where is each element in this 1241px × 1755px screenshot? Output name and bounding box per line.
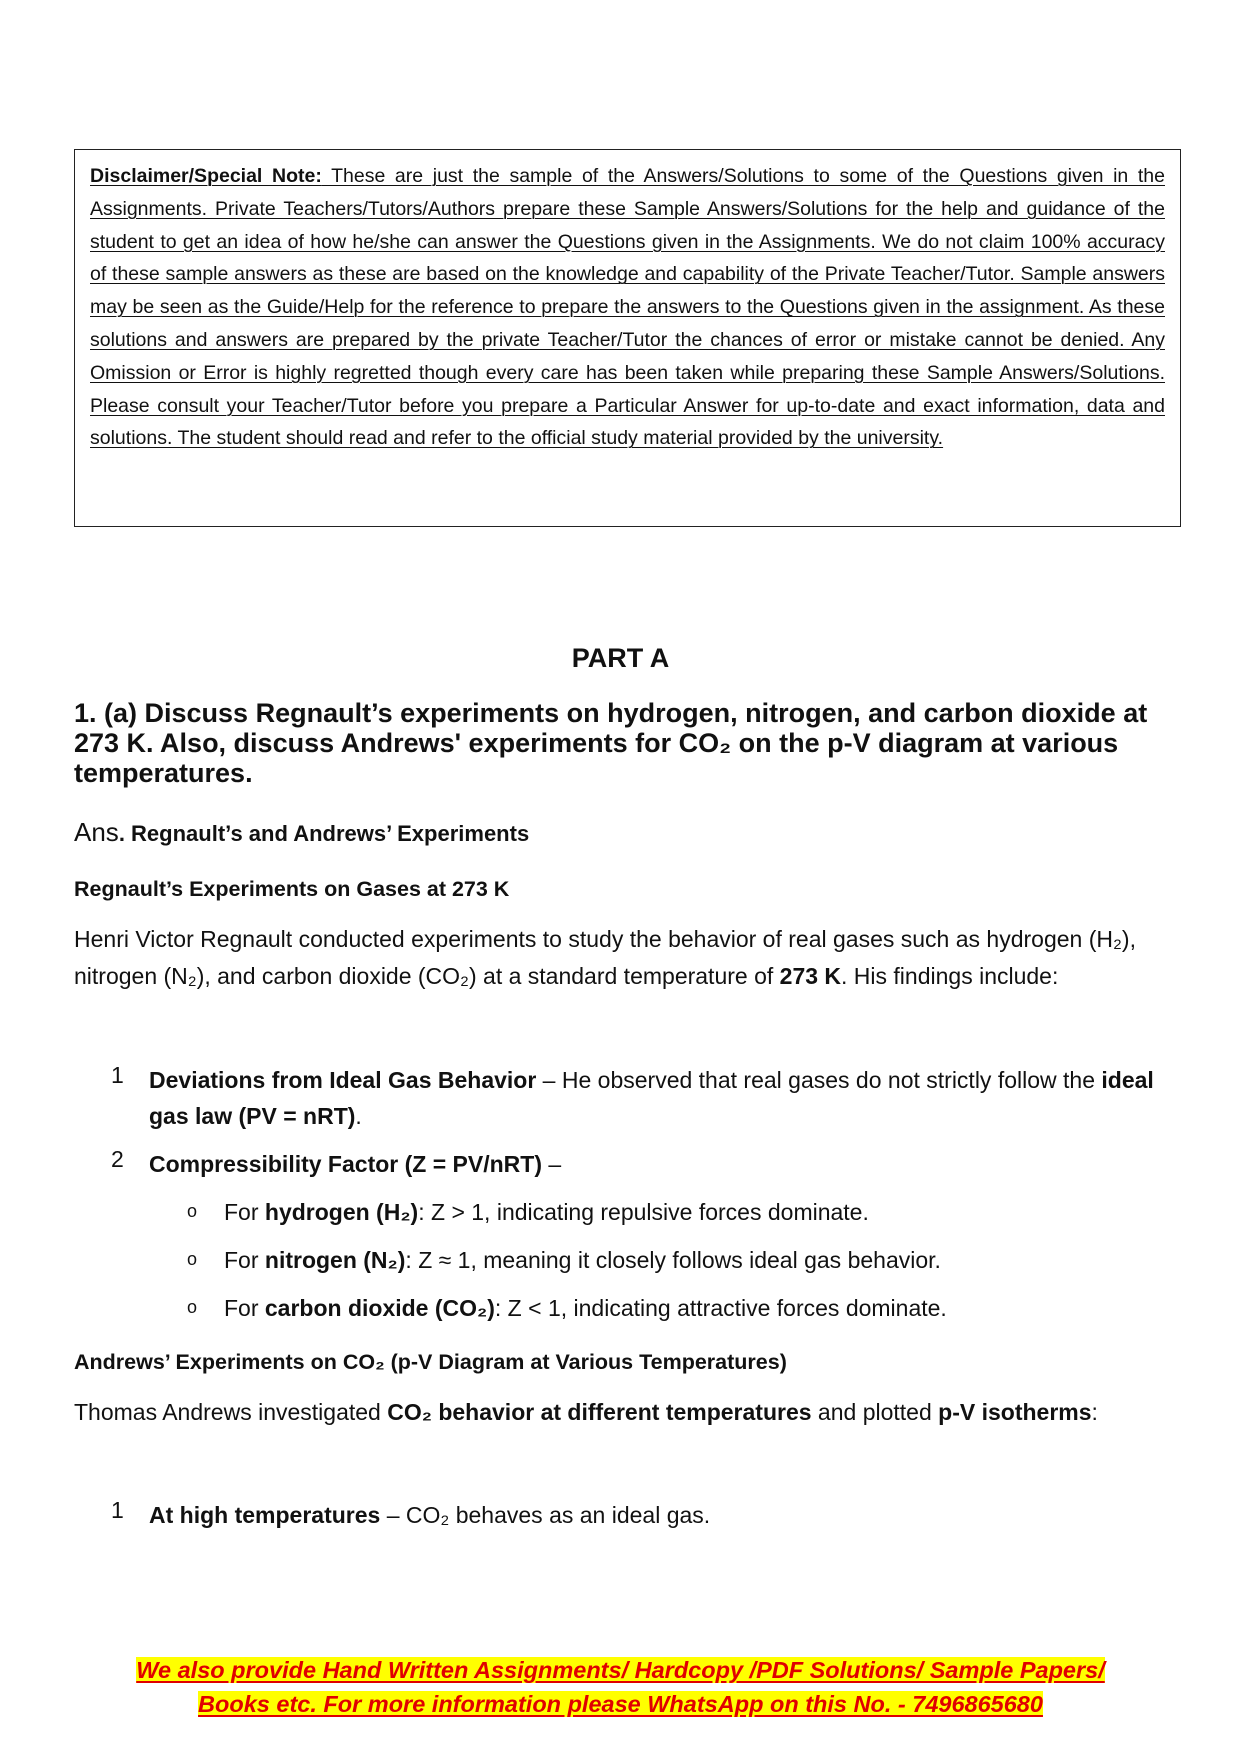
bullet-text: : Z > 1, indicating repulsive forces dominate. [418,1199,869,1225]
list-item-text: – He observed that real gases do not strictly follow the [536,1067,1102,1093]
list-item [149,1497,710,1533]
list-item [149,1062,1184,1134]
disclaimer-label: Disclaimer/Special Note: [90,165,322,187]
footer-contact-text: Books etc. For more information please WhatsApp on this No. - 7496865680 [198,1691,1043,1717]
bullet-item [224,1242,941,1278]
list-number: 2 [111,1146,124,1172]
list-item-bold: Deviations from Ideal Gas Behavior [149,1067,537,1093]
andrews-intro-bold: CO₂ behavior at different temperatures [387,1399,812,1425]
list-number: 1 [111,1062,124,1088]
bullet-icon: o [187,1297,198,1317]
disclaimer-box [74,149,1181,527]
list-item-text: – [541,1151,562,1177]
regnault-intro-text: Henri Victor Regnault conducted experiments to study the behavior of real gases such as hydrogen (H₂), nitrogen (N₂), and carbon dioxide (CO₂) at a standard temperature of [74,926,1136,989]
regnault-heading: Regnault’s Experiments on Gases at 273 K [74,877,510,901]
bullet-icon: o [187,1201,198,1221]
list-item [149,1146,561,1182]
regnault-intro-bold: 273 K [779,963,842,989]
disclaimer-text [90,160,1165,455]
footer-line-1 [0,1657,1241,1684]
list-item-text: . [355,1103,362,1129]
andrews-intro-text: Thomas Andrews investigated [74,1399,388,1425]
andrews-heading: Andrews’ Experiments on CO₂ (p-V Diagram at Various Temperatures) [74,1350,787,1374]
bullet-item [224,1290,947,1326]
answer-title: . Regnault’s and Andrews’ Experiments [118,821,530,846]
bullet-text: : Z < 1, indicating attractive forces dominate. [494,1295,947,1321]
answer-label: Ans [74,817,119,847]
andrews-intro-bold: p-V isotherms [938,1399,1092,1425]
bullet-text: : Z ≈ 1, meaning it closely follows ideal gas behavior. [405,1247,941,1273]
bullet-bold: hydrogen (H₂) [264,1199,419,1225]
footer-promo-text: We also provide Hand Written Assignments/ Hardcopy /PDF Solutions/ Sample Papers/ [136,1657,1105,1683]
list-item-bold: ideal gas law (PV = nRT) [149,1067,1154,1129]
bullet-pre: For [224,1199,265,1225]
regnault-intro [74,921,1184,995]
list-item-bold: At high temperatures [149,1502,381,1528]
andrews-intro [74,1394,1184,1431]
part-title: PART A [571,643,670,673]
disclaimer-body: These are just the sample of the Answers/Solutions to some of the Questions given in the Assignments. Private Teachers/Tutors/Authors prepare these Sample Answers/Solutions for the help and guidance of the student to get an idea of how he/she can answer the Questions given in the Assignments. We do not claim 100% accuracy of these sample answers as these are based on the knowledge and capability of the Private Teacher/Tutor. Sample answers may be seen as the Guide/Help for the reference to prepare the answers to the Questions given in the assignment. As these solutions and answers are prepared by the private Teacher/Tutor the chances of error or mistake cannot be denied. Any Omission or Error is highly regretted though every care has been taken while preparing these Sample Answers/Solutions. Please consult your Teacher/Tutor before you prepare a Particular Answer for up-to-date and exact information, data and solutions. The student should read and refer to the official study material provided by the university. [90,165,1165,450]
bullet-item [224,1194,869,1230]
andrews-intro-text: and plotted [811,1399,939,1425]
bullet-bold: nitrogen (N₂) [264,1247,406,1273]
bullet-bold: carbon dioxide (CO₂) [264,1295,495,1321]
answer-heading [74,817,529,848]
bullet-pre: For [224,1295,265,1321]
bullet-icon: o [187,1249,198,1269]
question-heading: 1. (a) Discuss Regnault’s experiments on hydrogen, nitrogen, and carbon dioxide at 273 K. Also, discuss Andrews' experiments for CO₂ on the p-V diagram at various temperatures. [74,698,1148,788]
list-item-text: – CO₂ behaves as an ideal gas. [380,1502,711,1528]
regnault-intro-end: . His findings include: [841,963,1059,989]
footer-line-2 [0,1691,1241,1718]
list-item-bold: Compressibility Factor (Z = PV/nRT) [149,1151,542,1177]
list-number: 1 [111,1497,124,1523]
bullet-pre: For [224,1247,265,1273]
andrews-intro-end: : [1091,1399,1098,1425]
